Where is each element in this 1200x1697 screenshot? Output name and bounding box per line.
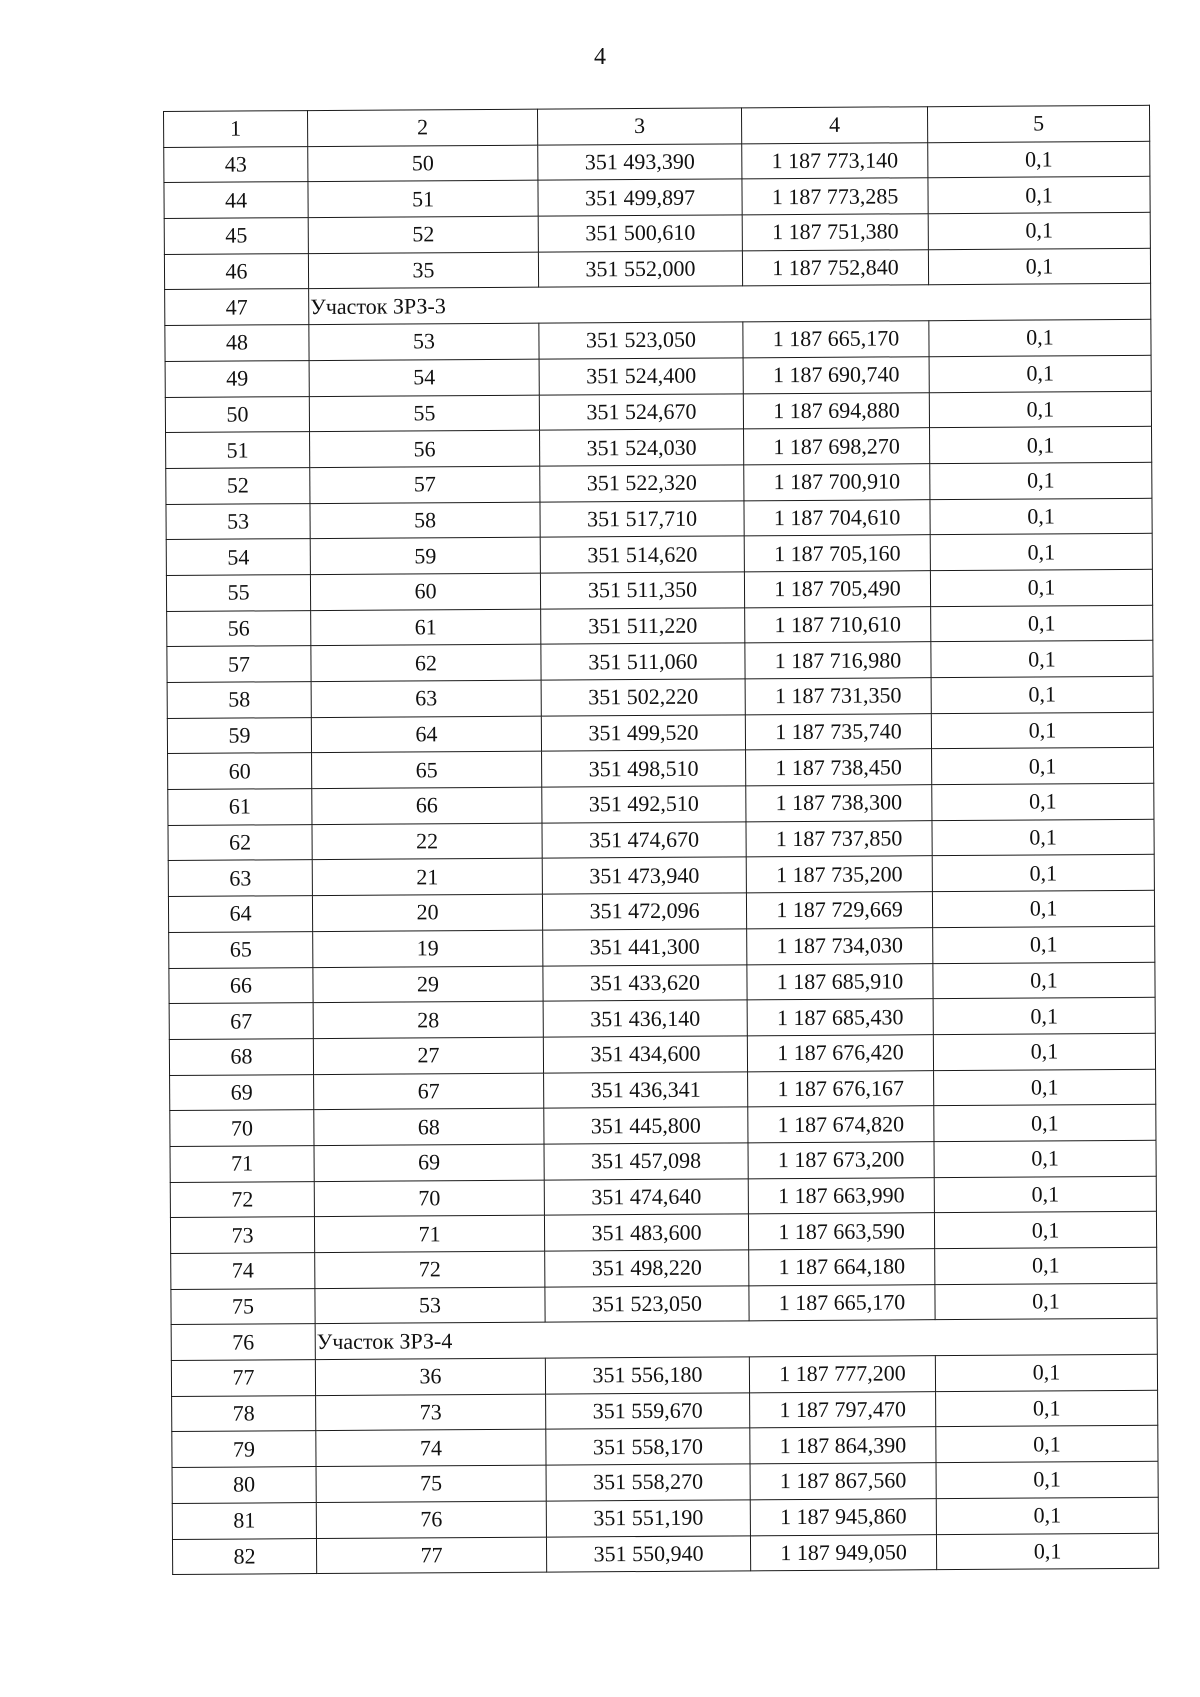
point-number-cell: 75 bbox=[316, 1465, 546, 1502]
accuracy-cell: 0,1 bbox=[933, 962, 1155, 999]
row-number-cell: 49 bbox=[165, 360, 309, 397]
row-number-cell: 44 bbox=[164, 182, 308, 219]
point-number-cell: 72 bbox=[315, 1251, 545, 1288]
point-number-cell: 77 bbox=[316, 1537, 546, 1574]
table-row bbox=[167, 605, 1153, 647]
table-row bbox=[168, 783, 1154, 825]
row-number-cell: 75 bbox=[171, 1288, 315, 1325]
y-coordinate-cell: 1 187 674,820 bbox=[748, 1106, 934, 1143]
table-row bbox=[166, 498, 1152, 540]
point-number-cell: 36 bbox=[315, 1358, 545, 1395]
y-coordinate-cell: 1 187 773,140 bbox=[742, 142, 928, 179]
y-coordinate-cell: 1 187 710,610 bbox=[745, 606, 931, 643]
table-row bbox=[168, 819, 1154, 861]
accuracy-cell: 0,1 bbox=[932, 890, 1154, 927]
table-row bbox=[169, 926, 1155, 968]
accuracy-cell: 0,1 bbox=[936, 1461, 1158, 1498]
row-number-cell: 80 bbox=[172, 1467, 316, 1504]
x-coordinate-cell: 351 433,620 bbox=[543, 964, 747, 1001]
table-row bbox=[166, 569, 1152, 611]
table-row bbox=[170, 1140, 1156, 1182]
point-number-cell: 53 bbox=[309, 323, 539, 360]
accuracy-cell: 0,1 bbox=[936, 1533, 1158, 1570]
table-header-row bbox=[164, 105, 1150, 147]
row-number-cell: 45 bbox=[164, 218, 308, 255]
point-number-cell: 27 bbox=[313, 1037, 543, 1074]
point-number-cell: 50 bbox=[308, 145, 538, 182]
x-coordinate-cell: 351 559,670 bbox=[546, 1393, 750, 1430]
row-number-cell: 57 bbox=[167, 646, 311, 683]
accuracy-cell: 0,1 bbox=[933, 997, 1155, 1034]
y-coordinate-cell: 1 187 663,990 bbox=[748, 1177, 934, 1214]
point-number-cell: 20 bbox=[312, 894, 542, 931]
table-row bbox=[166, 534, 1152, 576]
y-coordinate-cell: 1 187 752,840 bbox=[742, 249, 928, 286]
y-coordinate-cell: 1 187 945,860 bbox=[750, 1498, 936, 1535]
x-coordinate-cell: 351 436,140 bbox=[543, 1000, 747, 1037]
y-coordinate-cell: 1 187 676,167 bbox=[748, 1070, 934, 1107]
x-coordinate-cell: 351 524,670 bbox=[539, 393, 743, 430]
x-coordinate-cell: 351 441,300 bbox=[543, 929, 747, 966]
row-number-cell: 62 bbox=[168, 824, 312, 861]
point-number-cell: 59 bbox=[310, 537, 540, 574]
y-coordinate-cell: 1 187 731,350 bbox=[745, 678, 931, 715]
table-row bbox=[171, 1283, 1157, 1325]
row-number-cell: 52 bbox=[166, 467, 310, 504]
row-number-cell: 76 bbox=[171, 1324, 315, 1361]
row-number-cell: 51 bbox=[166, 432, 310, 469]
x-coordinate-cell: 351 556,180 bbox=[545, 1357, 749, 1394]
y-coordinate-cell: 1 187 751,380 bbox=[742, 214, 928, 251]
x-coordinate-cell: 351 558,270 bbox=[546, 1464, 750, 1501]
y-coordinate-cell: 1 187 690,740 bbox=[743, 357, 929, 394]
accuracy-cell: 0,1 bbox=[932, 855, 1154, 892]
table-row bbox=[168, 748, 1154, 790]
table-row bbox=[165, 355, 1151, 397]
table-row bbox=[169, 1033, 1155, 1075]
x-coordinate-cell: 351 499,520 bbox=[541, 715, 745, 752]
x-coordinate-cell: 351 445,800 bbox=[544, 1107, 748, 1144]
y-coordinate-cell: 1 187 797,470 bbox=[750, 1391, 936, 1428]
point-number-cell: 70 bbox=[314, 1180, 544, 1217]
x-coordinate-cell: 351 493,390 bbox=[538, 144, 742, 181]
row-number-cell: 70 bbox=[170, 1110, 314, 1147]
y-coordinate-cell: 1 187 729,669 bbox=[746, 892, 932, 929]
y-coordinate-cell: 1 187 735,200 bbox=[746, 856, 932, 893]
coordinates-table bbox=[163, 105, 1159, 1575]
point-number-cell: 22 bbox=[312, 823, 542, 860]
y-coordinate-cell: 1 187 705,160 bbox=[744, 535, 930, 572]
y-coordinate-cell: 1 187 949,050 bbox=[750, 1534, 936, 1571]
x-coordinate-cell: 351 551,190 bbox=[546, 1500, 750, 1537]
y-coordinate-cell: 1 187 777,200 bbox=[749, 1356, 935, 1393]
table-row bbox=[169, 997, 1155, 1039]
x-coordinate-cell: 351 523,050 bbox=[545, 1286, 749, 1323]
accuracy-cell: 0,1 bbox=[936, 1426, 1158, 1463]
accuracy-cell: 0,1 bbox=[928, 177, 1150, 214]
point-number-cell: 61 bbox=[311, 609, 541, 646]
row-number-cell: 55 bbox=[166, 575, 310, 612]
row-number-cell: 65 bbox=[169, 931, 313, 968]
row-number-cell: 68 bbox=[169, 1038, 313, 1075]
x-coordinate-cell: 351 517,710 bbox=[540, 500, 744, 537]
table-row bbox=[170, 1069, 1156, 1111]
accuracy-cell: 0,1 bbox=[932, 748, 1154, 785]
table-row bbox=[164, 177, 1150, 219]
point-number-cell: 53 bbox=[315, 1287, 545, 1324]
x-coordinate-cell: 351 500,610 bbox=[538, 215, 742, 252]
table-row bbox=[172, 1426, 1158, 1468]
row-number-cell: 78 bbox=[172, 1395, 316, 1432]
point-number-cell: 64 bbox=[311, 716, 541, 753]
x-coordinate-cell: 351 552,000 bbox=[538, 251, 742, 288]
point-number-cell: 68 bbox=[314, 1108, 544, 1145]
row-number-cell: 60 bbox=[168, 753, 312, 790]
y-coordinate-cell: 1 187 700,910 bbox=[744, 464, 930, 501]
x-coordinate-cell: 351 511,220 bbox=[541, 607, 745, 644]
y-coordinate-cell: 1 187 665,170 bbox=[743, 321, 929, 358]
x-coordinate-cell: 351 457,098 bbox=[544, 1143, 748, 1180]
accuracy-cell: 0,1 bbox=[933, 926, 1155, 963]
accuracy-cell: 0,1 bbox=[933, 1033, 1155, 1070]
point-number-cell: 62 bbox=[311, 644, 541, 681]
table-row bbox=[171, 1354, 1157, 1396]
row-number-cell: 73 bbox=[170, 1217, 314, 1254]
accuracy-cell: 0,1 bbox=[928, 248, 1150, 285]
accuracy-cell: 0,1 bbox=[930, 426, 1152, 463]
table-row bbox=[164, 248, 1150, 290]
x-coordinate-cell: 351 474,640 bbox=[544, 1178, 748, 1215]
table-row bbox=[170, 1176, 1156, 1218]
coordinates-table-wrapper bbox=[163, 105, 1158, 1575]
point-number-cell: 69 bbox=[314, 1144, 544, 1181]
y-coordinate-cell: 1 187 665,170 bbox=[749, 1284, 935, 1321]
table-row bbox=[169, 962, 1155, 1004]
point-number-cell: 21 bbox=[312, 859, 542, 896]
y-coordinate-cell: 1 187 735,740 bbox=[745, 713, 931, 750]
row-number-cell: 43 bbox=[164, 146, 308, 183]
accuracy-cell: 0,1 bbox=[935, 1247, 1157, 1284]
accuracy-cell: 0,1 bbox=[928, 212, 1150, 249]
point-number-cell: 71 bbox=[314, 1215, 544, 1252]
point-number-cell: 57 bbox=[310, 466, 540, 503]
y-coordinate-cell: 1 187 738,300 bbox=[746, 785, 932, 822]
section-title-cell: Участок ЗРЗ-3 bbox=[309, 284, 1151, 325]
row-number-cell: 77 bbox=[171, 1360, 315, 1397]
row-number-cell: 82 bbox=[172, 1538, 316, 1575]
column-header: 3 bbox=[537, 108, 741, 145]
y-coordinate-cell: 1 187 663,590 bbox=[748, 1213, 934, 1250]
table-row bbox=[168, 890, 1154, 932]
x-coordinate-cell: 351 511,350 bbox=[540, 572, 744, 609]
point-number-cell: 73 bbox=[316, 1394, 546, 1431]
column-header: 1 bbox=[164, 111, 308, 148]
y-coordinate-cell: 1 187 705,490 bbox=[744, 571, 930, 608]
table-row bbox=[166, 426, 1152, 468]
accuracy-cell: 0,1 bbox=[929, 355, 1151, 392]
y-coordinate-cell: 1 187 676,420 bbox=[747, 1035, 933, 1072]
point-number-cell: 28 bbox=[313, 1001, 543, 1038]
accuracy-cell: 0,1 bbox=[935, 1283, 1157, 1320]
x-coordinate-cell: 351 492,510 bbox=[542, 786, 746, 823]
accuracy-cell: 0,1 bbox=[934, 1140, 1156, 1177]
section-title-cell: Участок ЗРЗ-4 bbox=[315, 1319, 1157, 1360]
x-coordinate-cell: 351 472,096 bbox=[542, 893, 746, 930]
point-number-cell: 51 bbox=[308, 181, 538, 218]
row-number-cell: 71 bbox=[170, 1146, 314, 1183]
table-row bbox=[168, 855, 1154, 897]
x-coordinate-cell: 351 550,940 bbox=[546, 1535, 750, 1572]
accuracy-cell: 0,1 bbox=[936, 1390, 1158, 1427]
row-number-cell: 69 bbox=[170, 1074, 314, 1111]
point-number-cell: 66 bbox=[312, 787, 542, 824]
accuracy-cell: 0,1 bbox=[932, 819, 1154, 856]
accuracy-cell: 0,1 bbox=[928, 141, 1150, 178]
x-coordinate-cell: 351 558,170 bbox=[546, 1428, 750, 1465]
row-number-cell: 79 bbox=[172, 1431, 316, 1468]
accuracy-cell: 0,1 bbox=[936, 1497, 1158, 1534]
table-row bbox=[165, 319, 1151, 361]
accuracy-cell: 0,1 bbox=[930, 498, 1152, 535]
y-coordinate-cell: 1 187 673,200 bbox=[748, 1142, 934, 1179]
point-number-cell: 74 bbox=[316, 1430, 546, 1467]
row-number-cell: 53 bbox=[166, 503, 310, 540]
y-coordinate-cell: 1 187 685,910 bbox=[747, 963, 933, 1000]
table-row bbox=[167, 676, 1153, 718]
point-number-cell: 67 bbox=[314, 1073, 544, 1110]
accuracy-cell: 0,1 bbox=[931, 712, 1153, 749]
row-number-cell: 56 bbox=[167, 610, 311, 647]
point-number-cell: 63 bbox=[311, 680, 541, 717]
row-number-cell: 58 bbox=[167, 682, 311, 719]
accuracy-cell: 0,1 bbox=[931, 676, 1153, 713]
y-coordinate-cell: 1 187 867,560 bbox=[750, 1463, 936, 1500]
accuracy-cell: 0,1 bbox=[930, 534, 1152, 571]
accuracy-cell: 0,1 bbox=[934, 1176, 1156, 1213]
accuracy-cell: 0,1 bbox=[934, 1212, 1156, 1249]
accuracy-cell: 0,1 bbox=[934, 1105, 1156, 1142]
accuracy-cell: 0,1 bbox=[931, 605, 1153, 642]
accuracy-cell: 0,1 bbox=[930, 462, 1152, 499]
y-coordinate-cell: 1 187 773,285 bbox=[742, 178, 928, 215]
point-number-cell: 52 bbox=[308, 216, 538, 253]
accuracy-cell: 0,1 bbox=[934, 1069, 1156, 1106]
point-number-cell: 60 bbox=[310, 573, 540, 610]
table-row bbox=[172, 1461, 1158, 1503]
y-coordinate-cell: 1 187 716,980 bbox=[745, 642, 931, 679]
column-header: 2 bbox=[308, 109, 538, 146]
point-number-cell: 35 bbox=[308, 252, 538, 289]
point-number-cell: 19 bbox=[313, 930, 543, 967]
point-number-cell: 29 bbox=[313, 966, 543, 1003]
accuracy-cell: 0,1 bbox=[930, 569, 1152, 606]
table-row bbox=[164, 141, 1150, 183]
accuracy-cell: 0,1 bbox=[935, 1354, 1157, 1391]
x-coordinate-cell: 351 522,320 bbox=[540, 465, 744, 502]
x-coordinate-cell: 351 499,897 bbox=[538, 179, 742, 216]
x-coordinate-cell: 351 473,940 bbox=[542, 857, 746, 894]
y-coordinate-cell: 1 187 738,450 bbox=[746, 749, 932, 786]
y-coordinate-cell: 1 187 864,390 bbox=[750, 1427, 936, 1464]
table-row bbox=[167, 641, 1153, 683]
x-coordinate-cell: 351 502,220 bbox=[541, 679, 745, 716]
table-row bbox=[172, 1390, 1158, 1432]
x-coordinate-cell: 351 498,220 bbox=[545, 1250, 749, 1287]
table-row bbox=[165, 391, 1151, 433]
row-number-cell: 48 bbox=[165, 325, 309, 362]
point-number-cell: 55 bbox=[309, 395, 539, 432]
x-coordinate-cell: 351 483,600 bbox=[544, 1214, 748, 1251]
row-number-cell: 64 bbox=[168, 896, 312, 933]
y-coordinate-cell: 1 187 698,270 bbox=[744, 428, 930, 465]
row-number-cell: 72 bbox=[170, 1181, 314, 1218]
x-coordinate-cell: 351 498,510 bbox=[542, 750, 746, 787]
column-header: 5 bbox=[927, 105, 1149, 142]
row-number-cell: 66 bbox=[169, 967, 313, 1004]
row-number-cell: 67 bbox=[169, 1003, 313, 1040]
row-number-cell: 50 bbox=[165, 396, 309, 433]
row-number-cell: 47 bbox=[165, 289, 309, 326]
x-coordinate-cell: 351 474,670 bbox=[542, 822, 746, 859]
y-coordinate-cell: 1 187 685,430 bbox=[747, 999, 933, 1036]
accuracy-cell: 0,1 bbox=[932, 783, 1154, 820]
x-coordinate-cell: 351 523,050 bbox=[539, 322, 743, 359]
x-coordinate-cell: 351 434,600 bbox=[543, 1036, 747, 1073]
accuracy-cell: 0,1 bbox=[931, 641, 1153, 678]
point-number-cell: 56 bbox=[310, 430, 540, 467]
section-row bbox=[171, 1319, 1157, 1361]
point-number-cell: 76 bbox=[316, 1501, 546, 1538]
section-row bbox=[165, 284, 1151, 326]
table-row bbox=[172, 1533, 1158, 1575]
table-row bbox=[171, 1247, 1157, 1289]
x-coordinate-cell: 351 511,060 bbox=[541, 643, 745, 680]
table-row bbox=[166, 462, 1152, 504]
row-number-cell: 59 bbox=[167, 717, 311, 754]
table-row bbox=[170, 1105, 1156, 1147]
accuracy-cell: 0,1 bbox=[929, 319, 1151, 356]
row-number-cell: 74 bbox=[171, 1253, 315, 1290]
point-number-cell: 58 bbox=[310, 502, 540, 539]
table-row bbox=[170, 1212, 1156, 1254]
row-number-cell: 54 bbox=[166, 539, 310, 576]
y-coordinate-cell: 1 187 664,180 bbox=[749, 1249, 935, 1286]
y-coordinate-cell: 1 187 737,850 bbox=[746, 820, 932, 857]
table-row bbox=[167, 712, 1153, 754]
y-coordinate-cell: 1 187 694,880 bbox=[743, 392, 929, 429]
y-coordinate-cell: 1 187 704,610 bbox=[744, 499, 930, 536]
row-number-cell: 63 bbox=[168, 860, 312, 897]
accuracy-cell: 0,1 bbox=[929, 391, 1151, 428]
x-coordinate-cell: 351 514,620 bbox=[540, 536, 744, 573]
column-header: 4 bbox=[741, 107, 927, 144]
row-number-cell: 46 bbox=[164, 253, 308, 290]
x-coordinate-cell: 351 524,400 bbox=[539, 358, 743, 395]
x-coordinate-cell: 351 524,030 bbox=[540, 429, 744, 466]
point-number-cell: 65 bbox=[312, 752, 542, 789]
page-number: 4 bbox=[594, 44, 606, 70]
point-number-cell: 54 bbox=[309, 359, 539, 396]
table-row bbox=[172, 1497, 1158, 1539]
row-number-cell: 81 bbox=[172, 1502, 316, 1539]
row-number-cell: 61 bbox=[168, 789, 312, 826]
x-coordinate-cell: 351 436,341 bbox=[544, 1071, 748, 1108]
y-coordinate-cell: 1 187 734,030 bbox=[747, 927, 933, 964]
table-row bbox=[164, 212, 1150, 254]
